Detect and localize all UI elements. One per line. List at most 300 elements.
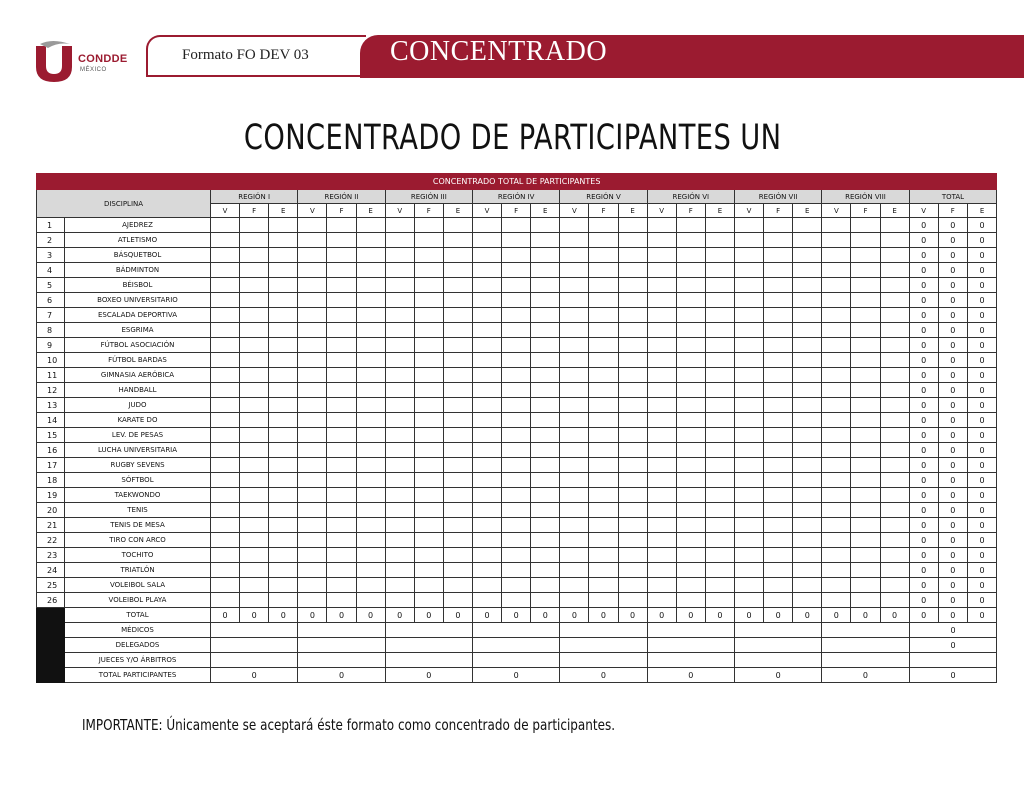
- discipline-total-cell: 0: [938, 548, 967, 563]
- entry-cell: [298, 473, 327, 488]
- entry-cell: [298, 488, 327, 503]
- discipline-row: [37, 278, 997, 293]
- entry-cell: [385, 443, 414, 458]
- entry-cell: [764, 248, 793, 263]
- vfe-header: F: [502, 204, 531, 218]
- discipline-total-cell: 0: [909, 383, 938, 398]
- discipline-total-cell: 0: [938, 458, 967, 473]
- region-header: TOTAL: [909, 190, 997, 204]
- discipline-total-cell: 0: [938, 413, 967, 428]
- entry-cell: [589, 353, 618, 368]
- entry-cell: [443, 533, 472, 548]
- discipline-number: 5: [37, 278, 65, 293]
- entry-cell: [734, 293, 763, 308]
- entry-cell: [240, 233, 269, 248]
- entry-cell: [676, 308, 705, 323]
- vfe-header: V: [385, 204, 414, 218]
- medicos-total: 0: [909, 623, 997, 638]
- entry-cell: [560, 458, 589, 473]
- entry-cell: [211, 578, 240, 593]
- entry-cell: [443, 308, 472, 323]
- discipline-number: 20: [37, 503, 65, 518]
- region-header: REGIÓN V: [560, 190, 647, 204]
- entry-cell: [531, 473, 560, 488]
- entry-cell: [676, 413, 705, 428]
- entry-cell: [764, 428, 793, 443]
- entry-cell: [734, 443, 763, 458]
- entry-cell: [531, 383, 560, 398]
- entry-cell: [211, 428, 240, 443]
- discipline-total-cell: 0: [938, 578, 967, 593]
- discipline-total-cell: 0: [938, 278, 967, 293]
- discipline-row: [37, 383, 997, 398]
- entry-cell: [240, 293, 269, 308]
- entry-cell: [560, 323, 589, 338]
- entry-cell: [240, 308, 269, 323]
- entry-cell: [647, 383, 676, 398]
- entry-cell: [647, 533, 676, 548]
- entry-cell: [880, 248, 909, 263]
- entry-cell: [705, 518, 734, 533]
- entry-cell: [472, 473, 501, 488]
- entry-cell: [822, 248, 851, 263]
- region-header: REGIÓN IV: [472, 190, 559, 204]
- entry-cell: [298, 248, 327, 263]
- entry-cell: [560, 338, 589, 353]
- entry-cell: [880, 398, 909, 413]
- entry-cell: [793, 353, 822, 368]
- entry-cell: [356, 398, 385, 413]
- entry-cell: [676, 353, 705, 368]
- entry-cell: [764, 293, 793, 308]
- discipline-total-cell: 0: [909, 578, 938, 593]
- entry-cell: [327, 323, 356, 338]
- entry-cell: [356, 548, 385, 563]
- discipline-total-cell: 0: [909, 548, 938, 563]
- entry-cell: [298, 383, 327, 398]
- entry-cell: [647, 428, 676, 443]
- entry-cell: [414, 233, 443, 248]
- entry-cell: [705, 428, 734, 443]
- region-staff-cell: [647, 653, 734, 668]
- total-label: TOTAL: [65, 608, 211, 623]
- entry-cell: [589, 218, 618, 233]
- entry-cell: [502, 263, 531, 278]
- region-header: REGIÓN II: [298, 190, 385, 204]
- discipline-name: GIMNASIA AERÓBICA: [65, 368, 211, 383]
- discipline-total-cell: 0: [909, 338, 938, 353]
- entry-cell: [764, 338, 793, 353]
- entry-cell: [356, 458, 385, 473]
- entry-cell: [618, 383, 647, 398]
- entry-cell: [356, 413, 385, 428]
- entry-cell: [734, 548, 763, 563]
- entry-cell: [269, 503, 298, 518]
- entry-cell: [211, 263, 240, 278]
- discipline-total-cell: 0: [967, 323, 997, 338]
- discipline-total-cell: 0: [909, 518, 938, 533]
- entry-cell: [822, 488, 851, 503]
- entry-cell: [647, 278, 676, 293]
- discipline-total-cell: 0: [909, 488, 938, 503]
- entry-cell: [676, 548, 705, 563]
- discipline-number: 9: [37, 338, 65, 353]
- discipline-name: BOXEO UNIVERSITARIO: [65, 293, 211, 308]
- discipline-row: [37, 533, 997, 548]
- discipline-total-cell: 0: [938, 233, 967, 248]
- entry-cell: [618, 503, 647, 518]
- entry-cell: [734, 278, 763, 293]
- delegados-row: [37, 638, 997, 653]
- entry-cell: [793, 383, 822, 398]
- entry-cell: [589, 428, 618, 443]
- entry-cell: [705, 323, 734, 338]
- entry-cell: [647, 458, 676, 473]
- entry-cell: [793, 563, 822, 578]
- region-staff-cell: [560, 653, 647, 668]
- entry-cell: [327, 383, 356, 398]
- entry-cell: [589, 518, 618, 533]
- discipline-total-cell: 0: [909, 368, 938, 383]
- entry-cell: [211, 443, 240, 458]
- entry-cell: [705, 443, 734, 458]
- entry-cell: [298, 413, 327, 428]
- region-header: REGIÓN VI: [647, 190, 734, 204]
- discipline-total-cell: 0: [967, 578, 997, 593]
- entry-cell: [589, 278, 618, 293]
- entry-cell: [734, 263, 763, 278]
- entry-cell: [414, 473, 443, 488]
- entry-cell: [880, 578, 909, 593]
- discipline-row: [37, 353, 997, 368]
- entry-cell: [880, 368, 909, 383]
- entry-cell: [472, 548, 501, 563]
- entry-cell: [327, 503, 356, 518]
- entry-cell: [880, 263, 909, 278]
- entry-cell: [851, 338, 880, 353]
- entry-cell: [502, 383, 531, 398]
- region-header: REGIÓN I: [211, 190, 298, 204]
- entry-cell: [589, 398, 618, 413]
- discipline-total-cell: 0: [909, 278, 938, 293]
- entry-cell: [211, 473, 240, 488]
- discipline-name: FÚTBOL ASOCIACIÓN: [65, 338, 211, 353]
- entry-cell: [793, 248, 822, 263]
- entry-cell: [676, 398, 705, 413]
- entry-cell: [589, 293, 618, 308]
- entry-cell: [211, 413, 240, 428]
- entry-cell: [298, 593, 327, 608]
- entry-cell: [618, 248, 647, 263]
- discipline-name: TENIS: [65, 503, 211, 518]
- entry-cell: [618, 533, 647, 548]
- entry-cell: [414, 323, 443, 338]
- entry-cell: [734, 353, 763, 368]
- entry-cell: [676, 338, 705, 353]
- discipline-total-cell: 0: [909, 398, 938, 413]
- entry-cell: [502, 398, 531, 413]
- entry-cell: [880, 278, 909, 293]
- dark-cell: [37, 623, 65, 638]
- entry-cell: [356, 593, 385, 608]
- vfe-header: V: [734, 204, 763, 218]
- entry-cell: [211, 518, 240, 533]
- discipline-row: [37, 458, 997, 473]
- entry-cell: [414, 383, 443, 398]
- entry-cell: [531, 443, 560, 458]
- entry-cell: [822, 503, 851, 518]
- region-staff-cell: [472, 653, 559, 668]
- entry-cell: [414, 503, 443, 518]
- entry-cell: [705, 563, 734, 578]
- total-value: 0: [880, 608, 909, 623]
- entry-cell: [385, 458, 414, 473]
- discipline-row: [37, 428, 997, 443]
- entry-cell: [502, 533, 531, 548]
- entry-cell: [793, 308, 822, 323]
- entry-cell: [676, 383, 705, 398]
- entry-cell: [502, 308, 531, 323]
- region-staff-cell: [734, 638, 821, 653]
- discipline-total-cell: 0: [967, 473, 997, 488]
- participants-table: [36, 173, 997, 683]
- entry-cell: [793, 278, 822, 293]
- vfe-header: F: [589, 204, 618, 218]
- entry-cell: [851, 293, 880, 308]
- entry-cell: [705, 293, 734, 308]
- entry-cell: [356, 443, 385, 458]
- entry-cell: [472, 398, 501, 413]
- entry-cell: [851, 473, 880, 488]
- entry-cell: [705, 488, 734, 503]
- entry-cell: [822, 278, 851, 293]
- entry-cell: [589, 458, 618, 473]
- entry-cell: [414, 263, 443, 278]
- entry-cell: [560, 563, 589, 578]
- discipline-total-cell: 0: [909, 473, 938, 488]
- entry-cell: [385, 338, 414, 353]
- entry-cell: [851, 218, 880, 233]
- entry-cell: [472, 368, 501, 383]
- entry-cell: [356, 428, 385, 443]
- entry-cell: [414, 488, 443, 503]
- entry-cell: [443, 233, 472, 248]
- entry-cell: [211, 338, 240, 353]
- discipline-total-cell: 0: [967, 563, 997, 578]
- delegados-label: DELEGADOS: [65, 638, 211, 653]
- entry-cell: [356, 263, 385, 278]
- entry-cell: [793, 293, 822, 308]
- entry-cell: [327, 473, 356, 488]
- entry-cell: [472, 233, 501, 248]
- discipline-total-cell: 0: [967, 353, 997, 368]
- entry-cell: [472, 578, 501, 593]
- discipline-row: [37, 218, 997, 233]
- entry-cell: [822, 533, 851, 548]
- vfe-header: F: [327, 204, 356, 218]
- entry-cell: [851, 458, 880, 473]
- entry-cell: [618, 413, 647, 428]
- total-value: 0: [647, 608, 676, 623]
- entry-cell: [472, 338, 501, 353]
- discipline-number: 21: [37, 518, 65, 533]
- entry-cell: [531, 488, 560, 503]
- entry-cell: [647, 503, 676, 518]
- entry-cell: [734, 563, 763, 578]
- entry-cell: [647, 368, 676, 383]
- discipline-total-cell: 0: [938, 248, 967, 263]
- entry-cell: [589, 488, 618, 503]
- entry-cell: [443, 353, 472, 368]
- entry-cell: [211, 503, 240, 518]
- entry-cell: [443, 518, 472, 533]
- discipline-name: ATLETISMO: [65, 233, 211, 248]
- vfe-header: E: [967, 204, 997, 218]
- discipline-total-cell: 0: [938, 308, 967, 323]
- entry-cell: [472, 428, 501, 443]
- entry-cell: [618, 548, 647, 563]
- entry-cell: [327, 488, 356, 503]
- entry-cell: [734, 338, 763, 353]
- entry-cell: [880, 218, 909, 233]
- entry-cell: [822, 593, 851, 608]
- entry-cell: [240, 473, 269, 488]
- entry-cell: [211, 353, 240, 368]
- entry-cell: [647, 323, 676, 338]
- entry-cell: [734, 458, 763, 473]
- entry-cell: [560, 413, 589, 428]
- entry-cell: [414, 578, 443, 593]
- caption-row: [37, 174, 997, 190]
- entry-cell: [240, 593, 269, 608]
- discipline-total-cell: 0: [938, 518, 967, 533]
- discipline-name: TOCHITO: [65, 548, 211, 563]
- entry-cell: [705, 593, 734, 608]
- entry-cell: [472, 413, 501, 428]
- entry-cell: [851, 563, 880, 578]
- entry-cell: [793, 413, 822, 428]
- discipline-number: 12: [37, 383, 65, 398]
- discipline-number: 14: [37, 413, 65, 428]
- entry-cell: [356, 353, 385, 368]
- entry-cell: [618, 593, 647, 608]
- entry-cell: [240, 218, 269, 233]
- entry-cell: [269, 248, 298, 263]
- entry-cell: [356, 563, 385, 578]
- entry-cell: [240, 383, 269, 398]
- entry-cell: [298, 458, 327, 473]
- entry-cell: [327, 593, 356, 608]
- entry-cell: [502, 503, 531, 518]
- entry-cell: [647, 293, 676, 308]
- discipline-total-cell: 0: [909, 428, 938, 443]
- entry-cell: [531, 353, 560, 368]
- vfe-header: F: [414, 204, 443, 218]
- vfe-header: E: [705, 204, 734, 218]
- vfe-header: V: [211, 204, 240, 218]
- discipline-row: [37, 293, 997, 308]
- entry-cell: [211, 548, 240, 563]
- entry-cell: [269, 398, 298, 413]
- entry-cell: [240, 458, 269, 473]
- entry-cell: [676, 248, 705, 263]
- entry-cell: [676, 533, 705, 548]
- entry-cell: [589, 593, 618, 608]
- entry-cell: [472, 443, 501, 458]
- region-staff-cell: [822, 623, 909, 638]
- entry-cell: [734, 218, 763, 233]
- entry-cell: [676, 473, 705, 488]
- entry-cell: [705, 338, 734, 353]
- entry-cell: [851, 518, 880, 533]
- total-participants-value: 0: [734, 668, 821, 683]
- entry-cell: [618, 263, 647, 278]
- entry-cell: [589, 548, 618, 563]
- entry-cell: [734, 248, 763, 263]
- entry-cell: [472, 563, 501, 578]
- discipline-total-cell: 0: [909, 458, 938, 473]
- entry-cell: [414, 218, 443, 233]
- discipline-row: [37, 413, 997, 428]
- entry-cell: [269, 218, 298, 233]
- entry-cell: [531, 458, 560, 473]
- discipline-number: 18: [37, 473, 65, 488]
- discipline-row: [37, 248, 997, 263]
- entry-cell: [676, 593, 705, 608]
- entry-cell: [327, 263, 356, 278]
- discipline-name: KARATE DO: [65, 413, 211, 428]
- entry-cell: [822, 368, 851, 383]
- entry-cell: [385, 473, 414, 488]
- entry-cell: [851, 323, 880, 338]
- discipline-total-cell: 0: [909, 353, 938, 368]
- vfe-header: F: [240, 204, 269, 218]
- total-value: 0: [298, 608, 327, 623]
- discipline-number: 26: [37, 593, 65, 608]
- entry-cell: [327, 398, 356, 413]
- total-participants-label: TOTAL PARTICIPANTES: [65, 668, 211, 683]
- vfe-header: V: [298, 204, 327, 218]
- entry-cell: [618, 308, 647, 323]
- entry-cell: [851, 413, 880, 428]
- entry-cell: [240, 518, 269, 533]
- discipline-total-cell: 0: [967, 503, 997, 518]
- entry-cell: [327, 353, 356, 368]
- discipline-number: 17: [37, 458, 65, 473]
- discipline-total-cell: 0: [967, 548, 997, 563]
- discipline-total-cell: 0: [967, 248, 997, 263]
- discipline-total-cell: 0: [938, 503, 967, 518]
- entry-cell: [647, 233, 676, 248]
- entry-cell: [240, 428, 269, 443]
- entry-cell: [502, 293, 531, 308]
- entry-cell: [269, 308, 298, 323]
- entry-cell: [385, 293, 414, 308]
- discipline-row: [37, 488, 997, 503]
- entry-cell: [705, 308, 734, 323]
- total-participants-value: 0: [909, 668, 997, 683]
- vfe-header: V: [822, 204, 851, 218]
- entry-cell: [822, 338, 851, 353]
- vfe-header: E: [793, 204, 822, 218]
- entry-cell: [385, 593, 414, 608]
- discipline-number: 1: [37, 218, 65, 233]
- entry-cell: [502, 368, 531, 383]
- entry-cell: [531, 533, 560, 548]
- entry-cell: [240, 338, 269, 353]
- entry-cell: [269, 383, 298, 398]
- discipline-number: 7: [37, 308, 65, 323]
